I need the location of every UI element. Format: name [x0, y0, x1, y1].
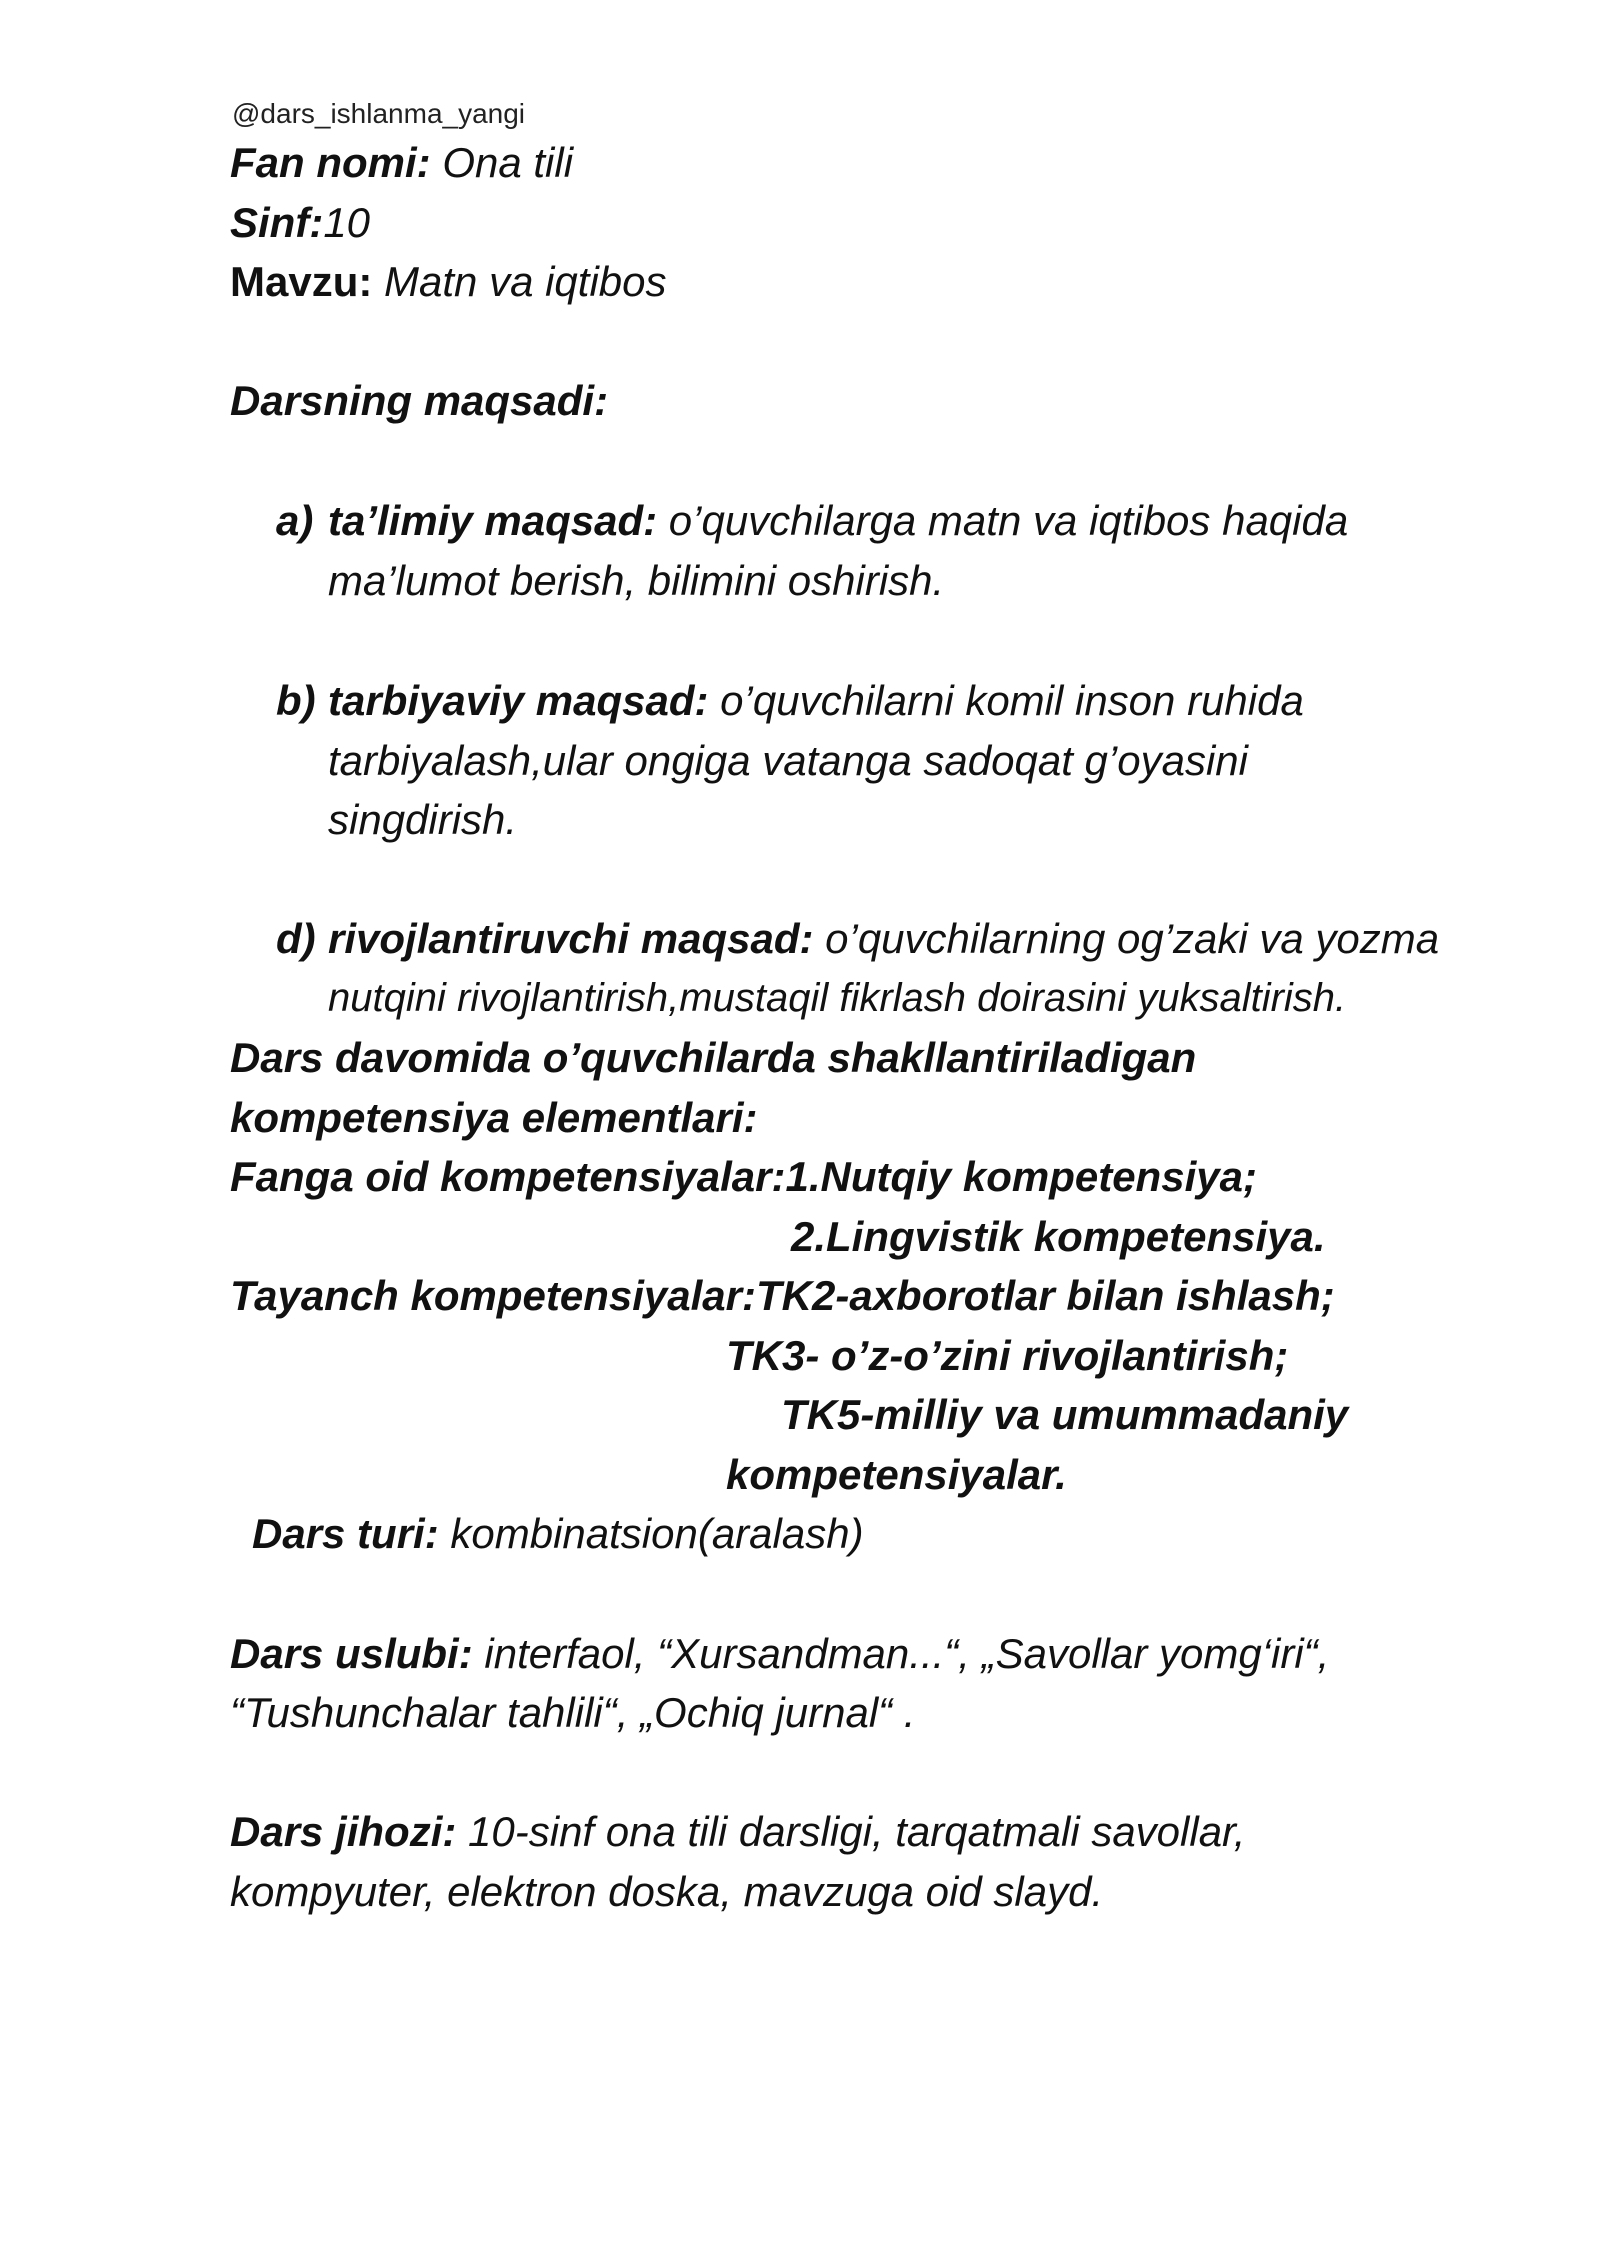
fan-nomi-label: Fan nomi:: [230, 139, 431, 186]
dars-jihozi-line1: [230, 1808, 1246, 1855]
tayanch-label: Tayanch kompetensiyalar:: [230, 1272, 756, 1319]
fanga-oid-item2: 2.Lingvistik kompetensiya.: [791, 1213, 1326, 1260]
fan-nomi-value: Ona tili: [430, 139, 574, 186]
fan-nomi-line: [230, 139, 574, 186]
goal-b-line3: singdirish.: [328, 796, 518, 843]
dars-turi-label: Dars turi:: [252, 1510, 439, 1557]
channel-handle: @dars_ishlanma_yangi: [232, 98, 526, 129]
dars-turi-line: [252, 1510, 864, 1557]
tayanch-item1: TK2-axborotlar bilan ishlash;: [755, 1272, 1335, 1319]
goal-b-line2: tarbiyalash,ular ongiga vatanga sadoqat g’oyasini: [328, 737, 1248, 784]
mavzu-line: [230, 258, 667, 305]
komp-heading-line2: kompetensiya elementlari:: [230, 1094, 758, 1141]
komp-heading-line1: Dars davomida o’quvchilarda shakllantiriladigan: [230, 1034, 1197, 1081]
tayanch-item3b: kompetensiyalar.: [726, 1451, 1067, 1498]
sinf-value: 10: [323, 199, 371, 246]
dars-turi-value: kombinatsion(aralash): [438, 1510, 864, 1557]
goal-b-text: o’quvchilarni komil inson ruhida: [708, 677, 1304, 724]
goal-b-marker: b): [276, 677, 316, 724]
goal-d-line1: [276, 915, 1440, 962]
goal-d-marker: d): [276, 915, 316, 962]
goal-a-marker: a): [276, 497, 314, 544]
fanga-oid-item1: 1.Nutqiy kompetensiya;: [785, 1153, 1257, 1200]
goal-a-label: ta’limiy maqsad:: [328, 497, 658, 544]
dars-uslubi-text1: interfaol, “Xursandman...“, „Savollar yomg‘iri“,: [472, 1630, 1330, 1677]
sinf-label: Sinf:: [230, 199, 324, 246]
maqsad-heading: Darsning maqsadi:: [230, 377, 609, 424]
sinf-line: [230, 199, 371, 246]
dars-jihozi-text1: 10-sinf ona tili darsligi, tarqatmali savollar,: [456, 1808, 1246, 1855]
goal-b-label: tarbiyaviy maqsad:: [328, 677, 709, 724]
tayanch-item3a: TK5-milliy va umummadaniy: [781, 1391, 1349, 1438]
dars-uslubi-line1: [230, 1630, 1330, 1677]
dars-uslubi-label: Dars uslubi:: [230, 1630, 473, 1677]
dars-uslubi-line2: “Tushunchalar tahlili“, „Ochiq jurnal“ .: [230, 1689, 916, 1736]
goal-d-text: o’quvchilarning og’zaki va yozma: [813, 915, 1440, 962]
mavzu-label: Mavzu:: [230, 258, 373, 305]
tayanch-item2: TK3- o’z-o’zini rivojlantirish;: [726, 1332, 1289, 1379]
goal-b-line1: [276, 677, 1304, 724]
tayanch-line: [230, 1272, 1335, 1319]
dars-jihozi-label: Dars jihozi:: [230, 1808, 457, 1855]
goal-a-text: o’quvchilarga matn va iqtibos haqida: [657, 497, 1349, 544]
fanga-oid-line: [230, 1153, 1257, 1200]
goal-a-line1: [276, 497, 1349, 544]
dars-jihozi-line2: kompyuter, elektron doska, mavzuga oid slayd.: [230, 1868, 1104, 1915]
mavzu-value: Matn va iqtibos: [372, 258, 667, 305]
fanga-oid-label: Fanga oid kompetensiyalar:: [230, 1153, 786, 1200]
goal-a-line2: ma’lumot berish, bilimini oshirish.: [328, 557, 945, 604]
goal-d-line2: nutqini rivojlantirish,mustaqil fikrlash doirasini yuksaltirish.: [328, 976, 1347, 1020]
goal-d-label: rivojlantiruvchi maqsad:: [328, 915, 814, 962]
